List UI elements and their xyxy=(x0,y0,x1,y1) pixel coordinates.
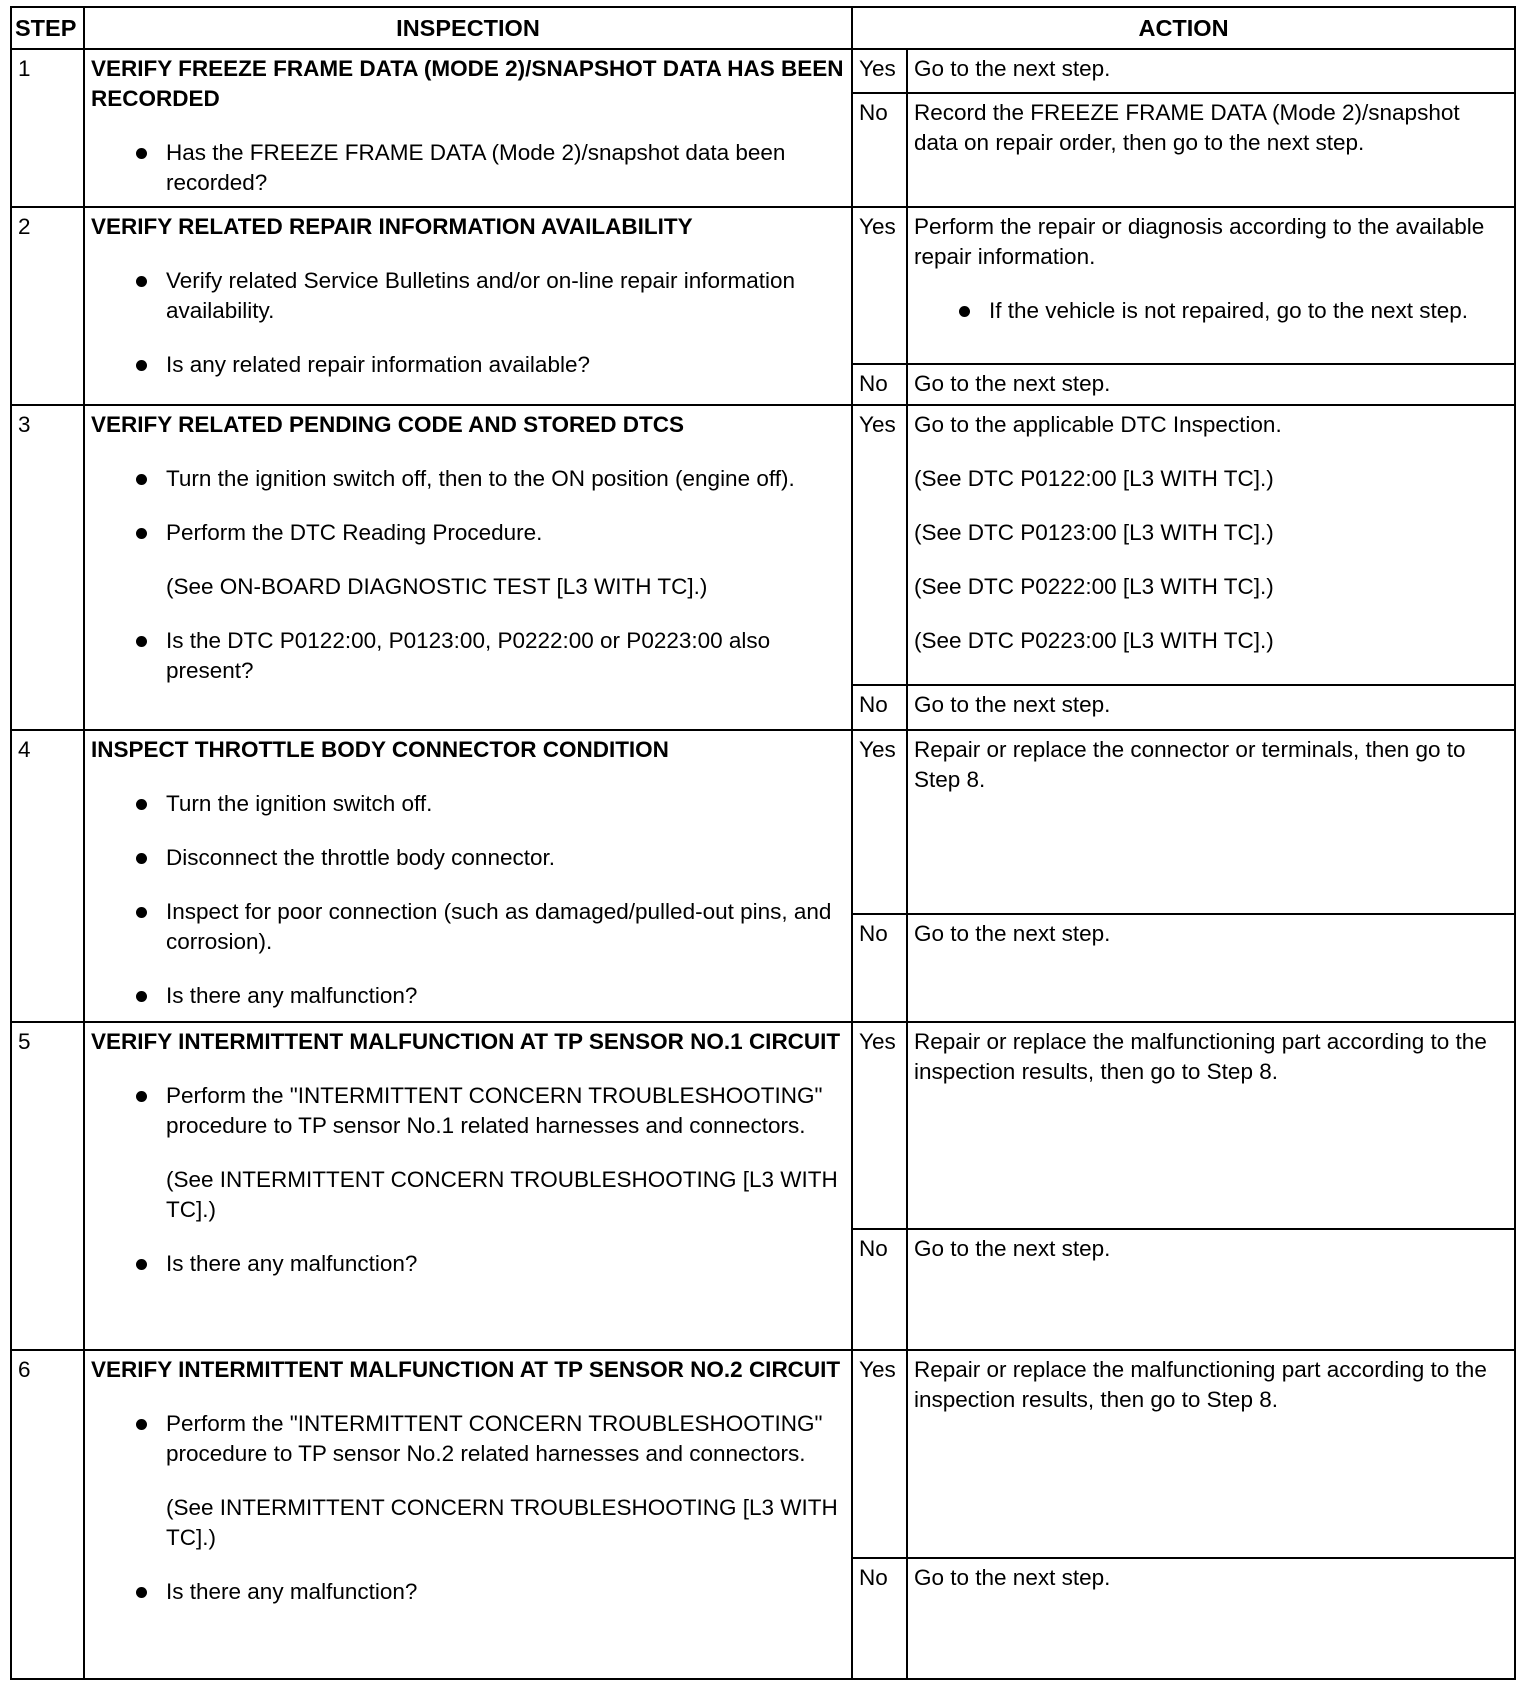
inspection-bullet: Is there any malfunction? xyxy=(91,1249,845,1279)
inspection-cell xyxy=(84,207,852,405)
inspection-cell xyxy=(84,405,852,730)
step-number: 5 xyxy=(11,1022,84,1350)
diagnostic-procedure-table xyxy=(10,6,1516,1680)
step-4-yes-row xyxy=(11,730,1515,914)
inspection-bullet: Is there any malfunction? xyxy=(91,981,845,1011)
yes-action: Repair or replace the connector or terminals, then go to Step 8. xyxy=(907,730,1515,914)
inspection-bullet: Inspect for poor connection (such as damaged/pulled-out pins, and corrosion). xyxy=(91,897,845,957)
inspection-bullet: Has the FREEZE FRAME DATA (Mode 2)/snapshot data been recorded? xyxy=(91,138,845,198)
inspection-bullet: Is any related repair information available? xyxy=(91,350,845,380)
inspection-bullet: Turn the ignition switch off, then to the ON position (engine off). xyxy=(91,464,845,494)
inspection-bullet: Disconnect the throttle body connector. xyxy=(91,843,845,873)
inspection-reference: (See INTERMITTENT CONCERN TROUBLESHOOTING [L3 WITH TC].) xyxy=(166,1167,838,1222)
yes-action: Perform the repair or diagnosis according to the available repair information. xyxy=(914,214,1485,269)
step-3-yes-row xyxy=(11,405,1515,685)
yes-label: Yes xyxy=(852,730,907,914)
yes-action: Repair or replace the malfunctioning part according to the inspection results, then go to Step 8. xyxy=(907,1022,1515,1229)
inspection-cell xyxy=(84,1022,852,1350)
step-5-yes-row xyxy=(11,1022,1515,1229)
step-title: INSPECT THROTTLE BODY CONNECTOR CONDITION xyxy=(91,737,669,762)
no-label: No xyxy=(852,93,907,207)
yes-label: Yes xyxy=(852,405,907,685)
inspection-cell xyxy=(84,49,852,207)
no-action: Record the FREEZE FRAME DATA (Mode 2)/snapshot data on repair order, then go to the next step. xyxy=(907,93,1515,207)
yes-action-cell xyxy=(907,207,1515,364)
yes-label: Yes xyxy=(852,1350,907,1558)
no-action: Go to the next step. xyxy=(907,914,1515,1022)
inspection-column-header: INSPECTION xyxy=(84,7,852,49)
no-label: No xyxy=(852,1229,907,1350)
no-label: No xyxy=(852,1558,907,1679)
step-number: 4 xyxy=(11,730,84,1022)
header-row xyxy=(11,7,1515,49)
step-2-yes-row xyxy=(11,207,1515,364)
step-title: VERIFY INTERMITTENT MALFUNCTION AT TP SENSOR NO.2 CIRCUIT xyxy=(91,1357,841,1382)
no-action: Go to the next step. xyxy=(907,685,1515,730)
inspection-cell xyxy=(84,730,852,1022)
inspection-bullet: Perform the "INTERMITTENT CONCERN TROUBLESHOOTING" procedure to TP sensor No.1 related harnesses and connectors. xyxy=(91,1081,845,1141)
step-title: VERIFY FREEZE FRAME DATA (MODE 2)/SNAPSHOT DATA HAS BEEN RECORDED xyxy=(91,56,844,111)
action-bullet: If the vehicle is not repaired, go to the next step. xyxy=(914,296,1508,326)
no-label: No xyxy=(852,364,907,405)
dtc-reference: (See DTC P0123:00 [L3 WITH TC].) xyxy=(914,520,1274,545)
dtc-reference: (See DTC P0122:00 [L3 WITH TC].) xyxy=(914,466,1274,491)
inspection-bullet: Is the DTC P0122:00, P0123:00, P0222:00 or P0223:00 also present? xyxy=(91,626,845,686)
step-number: 6 xyxy=(11,1350,84,1679)
inspection-bullet: Perform the "INTERMITTENT CONCERN TROUBLESHOOTING" procedure to TP sensor No.2 related harnesses and connectors. xyxy=(91,1409,845,1469)
inspection-reference: (See INTERMITTENT CONCERN TROUBLESHOOTING [L3 WITH TC].) xyxy=(166,1495,838,1550)
inspection-reference: (See ON-BOARD DIAGNOSTIC TEST [L3 WITH TC].) xyxy=(166,574,708,599)
step-number: 1 xyxy=(11,49,84,207)
step-title: VERIFY INTERMITTENT MALFUNCTION AT TP SENSOR NO.1 CIRCUIT xyxy=(91,1029,841,1054)
yes-label: Yes xyxy=(852,207,907,364)
step-title: VERIFY RELATED PENDING CODE AND STORED DTCS xyxy=(91,412,684,437)
step-1-yes-row xyxy=(11,49,1515,93)
no-action: Go to the next step. xyxy=(907,1229,1515,1350)
no-action: Go to the next step. xyxy=(907,364,1515,405)
no-action: Go to the next step. xyxy=(907,1558,1515,1679)
step-number: 3 xyxy=(11,405,84,730)
dtc-reference: (See DTC P0222:00 [L3 WITH TC].) xyxy=(914,574,1274,599)
dtc-reference: (See DTC P0223:00 [L3 WITH TC].) xyxy=(914,628,1274,653)
step-column-header: STEP xyxy=(11,7,84,49)
inspection-bullet: Is there any malfunction? xyxy=(91,1577,845,1607)
yes-action: Go to the applicable DTC Inspection. xyxy=(914,412,1282,437)
step-6-yes-row xyxy=(11,1350,1515,1558)
no-label: No xyxy=(852,685,907,730)
step-number: 2 xyxy=(11,207,84,405)
no-label: No xyxy=(852,914,907,1022)
yes-action: Repair or replace the malfunctioning part according to the inspection results, then go to Step 8. xyxy=(907,1350,1515,1558)
inspection-bullet: Perform the DTC Reading Procedure. xyxy=(91,518,845,548)
yes-label: Yes xyxy=(852,1022,907,1229)
step-title: VERIFY RELATED REPAIR INFORMATION AVAILABILITY xyxy=(91,214,693,239)
action-column-header: ACTION xyxy=(852,7,1515,49)
inspection-cell xyxy=(84,1350,852,1679)
yes-action: Go to the next step. xyxy=(907,49,1515,93)
yes-label: Yes xyxy=(852,49,907,93)
inspection-bullet: Turn the ignition switch off. xyxy=(91,789,845,819)
inspection-bullet: Verify related Service Bulletins and/or on-line repair information availability. xyxy=(91,266,845,326)
yes-action-cell xyxy=(907,405,1515,685)
